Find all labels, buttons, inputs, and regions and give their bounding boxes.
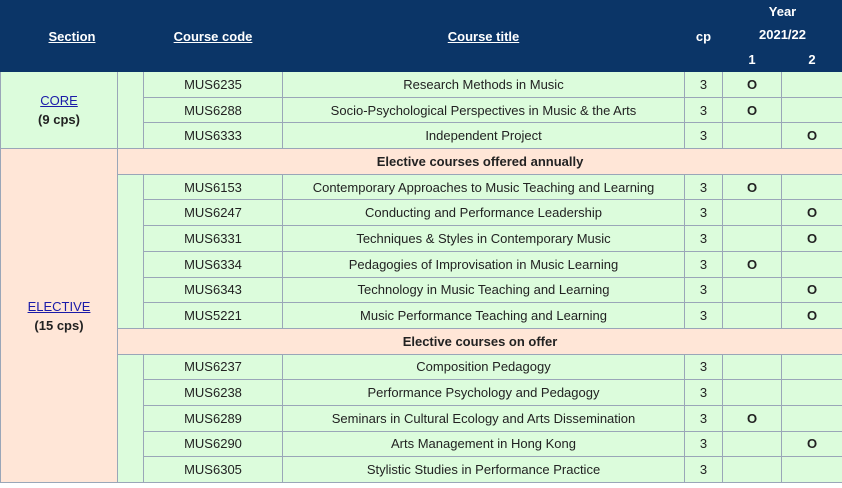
course-cp: 3 (685, 380, 723, 406)
year2-mark: O (782, 277, 842, 303)
year1-mark (723, 226, 782, 252)
course-cp: 3 (685, 303, 723, 329)
year2-mark (782, 72, 842, 98)
course-title: Pedagogies of Improvisation in Music Learning (283, 251, 685, 277)
header-academic-year: 2021/22 (723, 22, 842, 47)
course-cp: 3 (685, 200, 723, 226)
year1-mark (723, 200, 782, 226)
elective-link[interactable]: ELECTIVE (27, 298, 91, 314)
course-code: MUS6238 (144, 380, 283, 406)
year2-mark (782, 354, 842, 380)
course-cp: 3 (685, 354, 723, 380)
header-year: Year (723, 1, 842, 22)
course-cp: 3 (685, 431, 723, 457)
course-code: MUS6235 (144, 72, 283, 98)
course-cp: 3 (685, 174, 723, 200)
year2-mark (782, 251, 842, 277)
core-link[interactable]: CORE (40, 93, 78, 109)
year2-mark (782, 380, 842, 406)
core-spacer (118, 72, 144, 149)
year2-mark: O (782, 226, 842, 252)
year1-mark (723, 277, 782, 303)
course-title: Performance Psychology and Pedagogy (283, 380, 685, 406)
header-cp: cp (685, 1, 723, 72)
course-title: Technology in Music Teaching and Learning (283, 277, 685, 303)
course-cp: 3 (685, 226, 723, 252)
table-row (1, 174, 842, 200)
course-code: MUS6153 (144, 174, 283, 200)
course-title: Contemporary Approaches to Music Teaching and Learning (283, 174, 685, 200)
course-cp: 3 (685, 97, 723, 123)
year2-mark: O (782, 123, 842, 149)
course-title: Stylistic Studies in Performance Practice (283, 457, 685, 483)
course-code: MUS6305 (144, 457, 283, 483)
header-course-code: Course code (144, 1, 283, 72)
year1-mark (723, 354, 782, 380)
course-code: MUS6333 (144, 123, 283, 149)
year1-mark: O (723, 174, 782, 200)
annual-spacer (118, 174, 144, 328)
course-title: Research Methods in Music (283, 72, 685, 98)
course-code: MUS6334 (144, 251, 283, 277)
course-title: Composition Pedagogy (283, 354, 685, 380)
course-code: MUS6237 (144, 354, 283, 380)
year1-mark: O (723, 251, 782, 277)
course-title: Independent Project (283, 123, 685, 149)
offer-spacer (118, 354, 144, 482)
core-section-cell (1, 72, 118, 149)
core-cps: (9 cps) (38, 112, 80, 128)
year2-mark: O (782, 431, 842, 457)
course-code: MUS6289 (144, 405, 283, 431)
year2-mark (782, 174, 842, 200)
course-code: MUS6343 (144, 277, 283, 303)
year1-mark: O (723, 405, 782, 431)
course-cp: 3 (685, 72, 723, 98)
course-code: MUS5221 (144, 303, 283, 329)
year1-mark (723, 303, 782, 329)
table-row (1, 354, 842, 380)
offer-heading: Elective courses on offer (118, 328, 842, 354)
course-code: MUS6331 (144, 226, 283, 252)
year2-mark: O (782, 200, 842, 226)
course-cp: 3 (685, 123, 723, 149)
elective-section-cell (1, 149, 118, 483)
course-title: Conducting and Performance Leadership (283, 200, 685, 226)
year1-mark (723, 123, 782, 149)
table-row (1, 72, 842, 98)
header-section: Section (1, 1, 144, 72)
course-code: MUS6247 (144, 200, 283, 226)
course-cp: 3 (685, 405, 723, 431)
table-row (1, 149, 842, 175)
year1-mark (723, 457, 782, 483)
header-year-1: 1 (723, 47, 782, 72)
year1-mark: O (723, 72, 782, 98)
table-row (1, 328, 842, 354)
annual-heading: Elective courses offered annually (118, 149, 842, 175)
course-cp: 3 (685, 251, 723, 277)
year2-mark (782, 97, 842, 123)
course-code: MUS6290 (144, 431, 283, 457)
elective-cps: (15 cps) (34, 317, 84, 333)
course-title: Music Performance Teaching and Learning (283, 303, 685, 329)
course-cp: 3 (685, 457, 723, 483)
year1-mark: O (723, 97, 782, 123)
year2-mark (782, 405, 842, 431)
year2-mark: O (782, 303, 842, 329)
year2-mark (782, 457, 842, 483)
header-course-title: Course title (283, 1, 685, 72)
course-title: Arts Management in Hong Kong (283, 431, 685, 457)
course-code: MUS6288 (144, 97, 283, 123)
year1-mark (723, 431, 782, 457)
course-cp: 3 (685, 277, 723, 303)
course-title: Seminars in Cultural Ecology and Arts Dissemination (283, 405, 685, 431)
year1-mark (723, 380, 782, 406)
course-title: Techniques & Styles in Contemporary Music (283, 226, 685, 252)
course-title: Socio-Psychological Perspectives in Music & the Arts (283, 97, 685, 123)
header-year-2: 2 (782, 47, 842, 72)
